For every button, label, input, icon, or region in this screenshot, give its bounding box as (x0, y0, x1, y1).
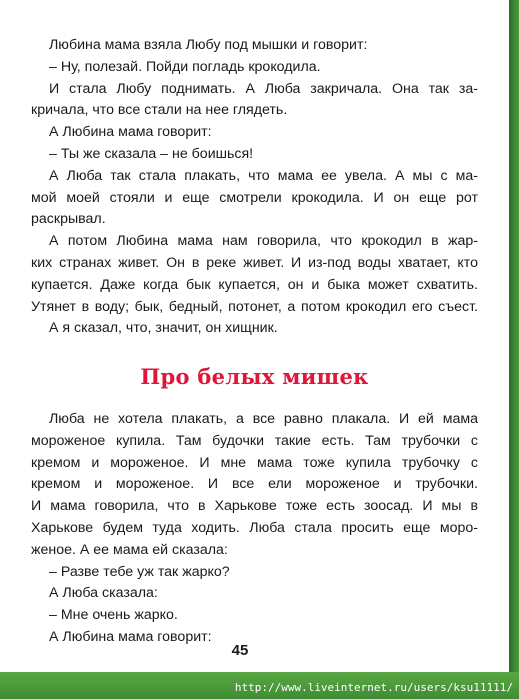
text-line: Утянет в воду; бык, бедный, потонет, а потом крокодил его съест. (31, 298, 478, 315)
text-line: А Люба так стала плакать, что мама ее увела. А мы с ма- (49, 167, 478, 184)
text-line: И стала Любу поднимать. А Люба закричала. Она так за- (49, 80, 478, 97)
text-line: А Любина мама говорит: (49, 124, 212, 141)
text-line: – Ну, полезай. Пойди погладь крокодила. (49, 58, 321, 75)
text-line: А я сказал, что, значит, он хищник. (49, 320, 278, 337)
text-line: Харькове будем туда ходить. Люба стала просить еще моро- (31, 519, 478, 536)
chapter-heading: Про белых мишек (140, 364, 369, 389)
story-text-bears (31, 409, 478, 649)
text-line: Любина мама взяла Любу под мышки и говорит: (49, 37, 368, 53)
page-edge-border (509, 0, 519, 699)
bottom-border (0, 672, 519, 699)
text-line: кричала, что все стали на нее глядеть. (31, 102, 288, 119)
text-line: мороженое купила. Там будочки такие есть. Там трубочки с (31, 432, 478, 449)
story-text-crocodile (31, 35, 478, 340)
page-number: 45 (231, 642, 249, 659)
text-line: ких странах живет. Он в реке живет. И из-под воды хватает, кто (31, 254, 478, 271)
text-line: женое. А ее мама ей сказала: (31, 541, 228, 558)
text-line: Люба не хотела плакать, а все равно плакала. И ей мама (49, 411, 478, 427)
text-line: раскрывал. (31, 211, 106, 228)
text-line: – Ты же сказала – не боишься! (49, 145, 254, 162)
text-line: кремом и мороженое. И мне мама тоже купила трубочку с (31, 454, 478, 471)
text-line: мой моей стояли и еще смотрели крокодила. И он еще рот (31, 189, 478, 206)
text-line: кремом и мороженое. И все ели мороженое и трубочки. (31, 476, 478, 493)
text-line: А Люба сказала: (49, 585, 158, 602)
text-line: И мама говорила, что в Харькове тоже есть зоосад. И мы в (31, 498, 478, 515)
text-line: – Мне очень жарко. (49, 607, 178, 624)
text-line: купается. Даже когда бык купается, он и быка может схватить. (31, 276, 478, 293)
watermark-url: http://www.liveinternet.ru/users/ksu11111/ (234, 681, 513, 694)
text-line: А Любина мама говорит: (49, 628, 212, 645)
text-line: – Разве тебе уж так жарко? (49, 563, 230, 580)
text-line: А потом Любина мама нам говорила, что крокодил в жар- (49, 233, 478, 250)
